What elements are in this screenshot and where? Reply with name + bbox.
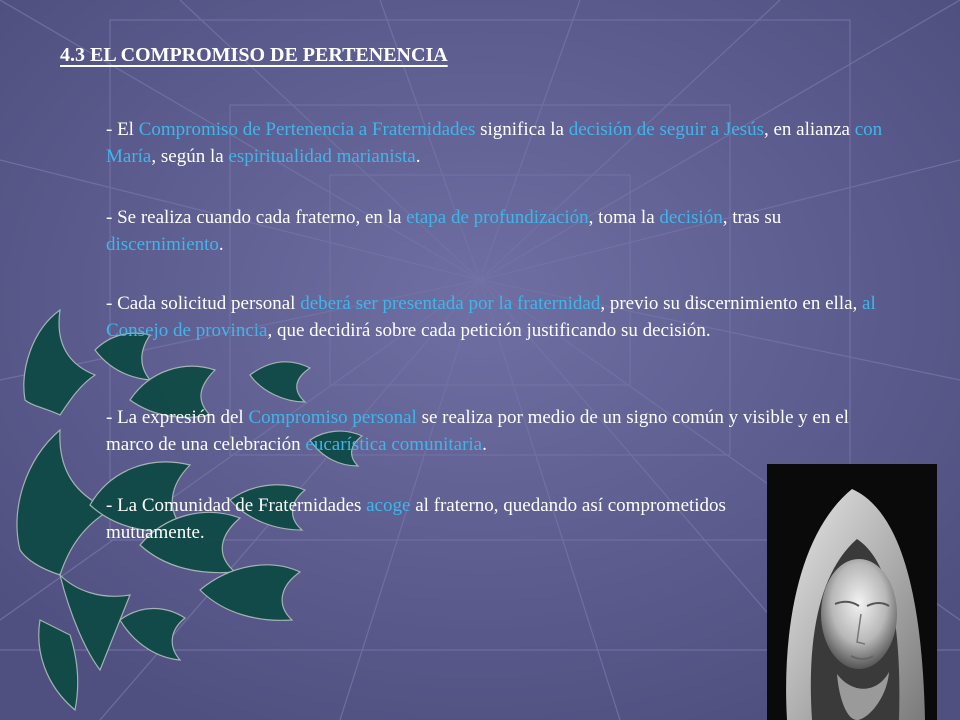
text-segment: significa la: [475, 119, 569, 140]
text-segment: .: [482, 434, 487, 455]
paragraph-commitment-meaning: [106, 116, 896, 170]
text-segment: , que decidirá sobre cada petición justificando su decisión.: [267, 320, 711, 341]
text-segment: - La Comunidad de Fraternidades: [106, 495, 367, 516]
text-segment: .: [415, 146, 421, 167]
highlighted-phrase: con María: [106, 119, 883, 167]
text-segment: - Cada solicitud personal: [106, 293, 301, 314]
text-segment: , en alianza: [763, 119, 855, 140]
highlighted-phrase: decisión de seguir a Jesús: [568, 119, 764, 140]
highlighted-phrase: deberá ser presentada por la fraternidad: [300, 293, 601, 314]
paragraph-community-welcomes: [106, 492, 756, 546]
highlighted-phrase: al Consejo de provincia: [106, 293, 876, 341]
paragraph-personal-request: [106, 290, 896, 344]
text-segment: , previo su discernimiento en ella,: [600, 293, 863, 314]
highlighted-phrase: acoge: [366, 495, 411, 516]
highlighted-phrase: discernimiento: [106, 234, 219, 255]
paragraph-when-realized: [106, 204, 896, 258]
text-segment: al fraterno, quedando así comprometidos mutuamente.: [106, 495, 726, 543]
slide-title: 4.3 EL COMPROMISO DE PERTENENCIA: [60, 44, 448, 66]
virgin-mary-statue-image: [767, 464, 937, 720]
paragraph-commitment-expression: [106, 404, 896, 458]
text-segment: - El: [106, 119, 139, 140]
highlighted-phrase: etapa de profundización: [406, 207, 589, 228]
text-segment: .: [218, 234, 224, 255]
text-segment: - Se realiza cuando cada fraterno, en la: [106, 207, 407, 228]
text-segment: se realiza por medio de un signo común y visible y en el marco de una celebración: [106, 407, 849, 455]
highlighted-phrase: espiritualidad marianista: [228, 146, 416, 167]
text-segment: , toma la: [588, 207, 660, 228]
text-segment: , según la: [151, 146, 229, 167]
text-segment: - La expresión del: [106, 407, 249, 428]
highlighted-phrase: decisión: [659, 207, 723, 228]
highlighted-phrase: Compromiso personal: [248, 407, 417, 428]
highlighted-phrase: eucarística comunitaria: [305, 434, 483, 455]
text-segment: , tras su: [722, 207, 782, 228]
highlighted-phrase: Compromiso de Pertenencia a Fraternidades: [138, 119, 476, 140]
